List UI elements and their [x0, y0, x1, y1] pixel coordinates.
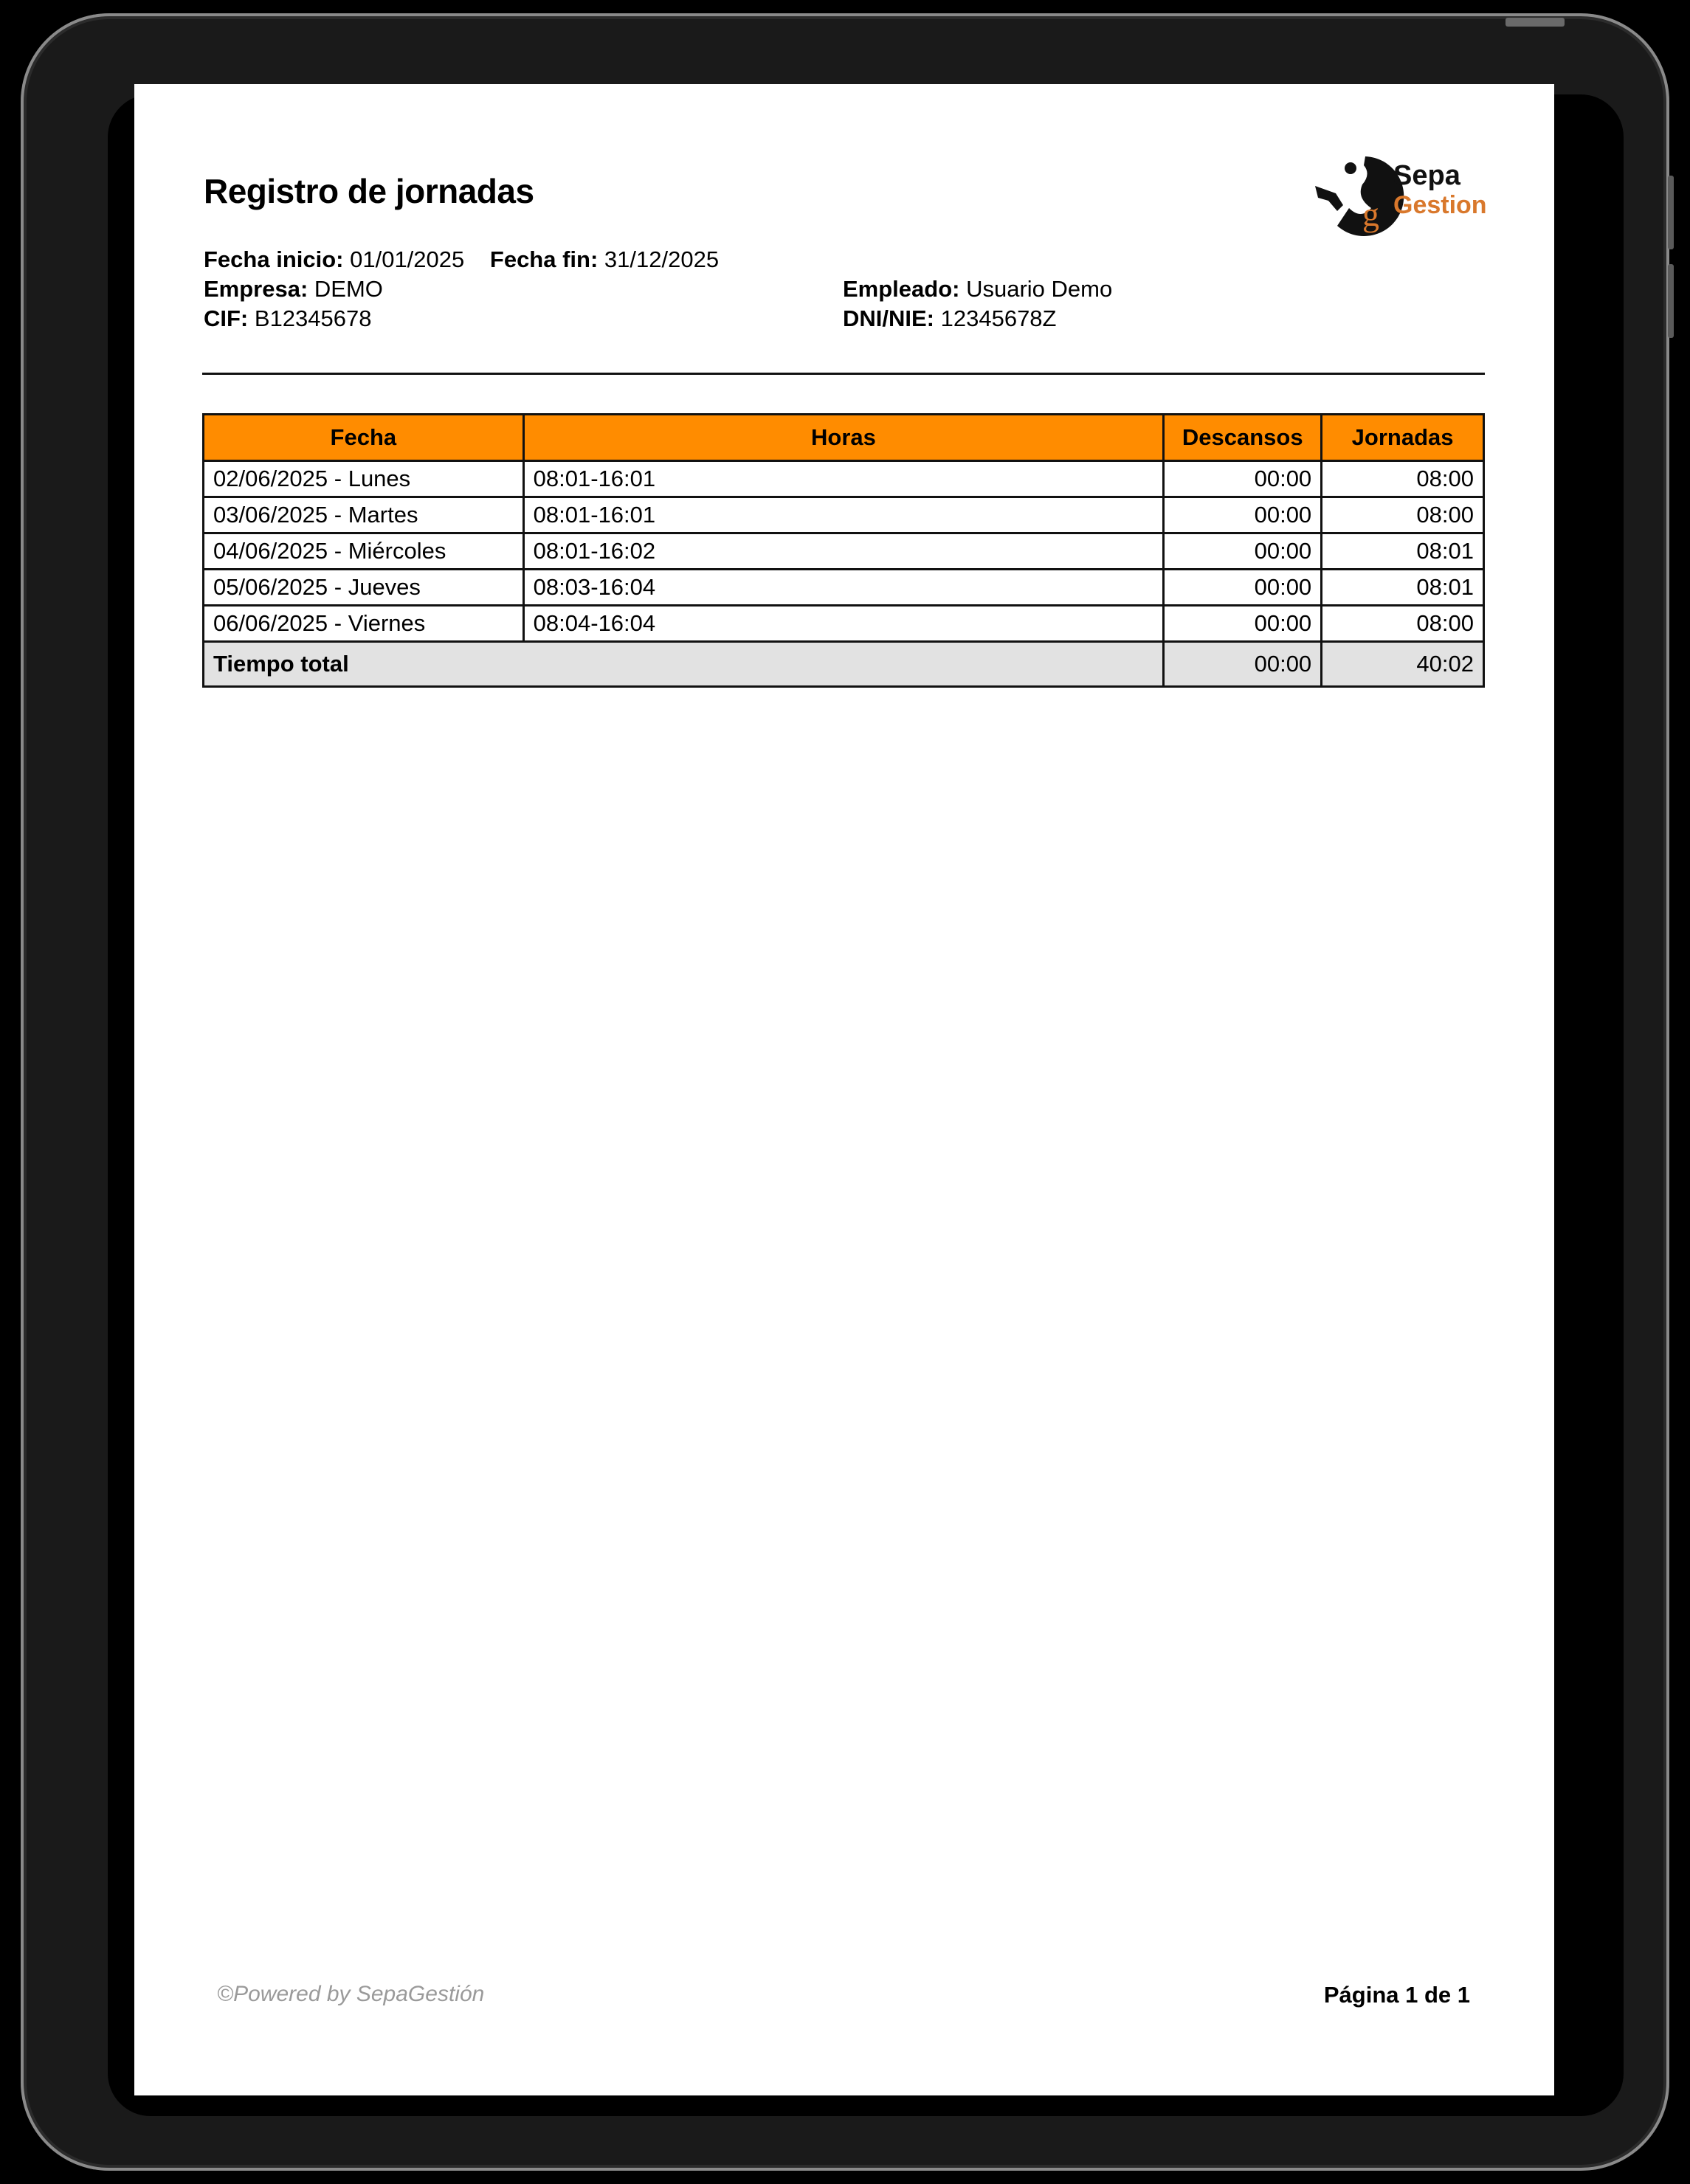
table-row — [204, 606, 1484, 642]
volume-down-button — [1668, 264, 1674, 338]
page-title: Registro de jornadas — [204, 172, 534, 210]
fecha-fin-value: 31/12/2025 — [604, 246, 720, 272]
table-row — [204, 570, 1484, 606]
svg-text:g: g — [1362, 196, 1379, 233]
cell-horas: 08:01-16:01 — [523, 497, 1164, 533]
logo-text-gestion: Gestion — [1393, 191, 1487, 219]
cell-fecha: 06/06/2025 - Viernes — [204, 606, 524, 642]
cell-fecha: 02/06/2025 - Lunes — [204, 461, 524, 497]
cell-descansos: 00:00 — [1164, 533, 1322, 570]
cell-fecha: 03/06/2025 - Martes — [204, 497, 524, 533]
column-header-descansos: Descansos — [1164, 415, 1322, 461]
cell-horas: 08:01-16:02 — [523, 533, 1164, 570]
cif-value: B12345678 — [254, 305, 372, 331]
cell-descansos: 00:00 — [1164, 606, 1322, 642]
empresa-line — [204, 274, 719, 304]
total-jornadas: 40:02 — [1322, 642, 1484, 687]
power-button — [1506, 18, 1565, 27]
fecha-fin-label: Fecha fin: — [489, 246, 599, 272]
cell-descansos: 00:00 — [1164, 497, 1322, 533]
date-range-line — [204, 245, 719, 274]
cell-jornadas: 08:01 — [1322, 570, 1484, 606]
report-meta-right — [843, 274, 1112, 334]
jornadas-table — [202, 413, 1485, 688]
dni-line — [843, 304, 1112, 334]
cell-horas: 08:04-16:04 — [523, 606, 1164, 642]
cell-jornadas: 08:00 — [1322, 497, 1484, 533]
cell-horas: 08:03-16:04 — [523, 570, 1164, 606]
empleado-value: Usuario Demo — [966, 276, 1113, 302]
table-row — [204, 461, 1484, 497]
volume-up-button — [1668, 176, 1674, 249]
column-header-horas: Horas — [523, 415, 1164, 461]
logo-text-sepa: Sepa — [1393, 160, 1460, 191]
empresa-label: Empresa: — [204, 276, 308, 302]
cell-descansos: 00:00 — [1164, 570, 1322, 606]
cell-jornadas: 08:00 — [1322, 606, 1484, 642]
column-header-jornadas: Jornadas — [1322, 415, 1484, 461]
cell-jornadas: 08:01 — [1322, 533, 1484, 570]
fecha-inicio-label: Fecha inicio: — [204, 246, 344, 272]
cell-descansos: 00:00 — [1164, 461, 1322, 497]
column-header-fecha: Fecha — [204, 415, 524, 461]
table-row — [204, 533, 1484, 570]
cell-horas: 08:01-16:01 — [523, 461, 1164, 497]
table-row — [204, 497, 1484, 533]
cif-label: CIF: — [204, 305, 249, 331]
cell-jornadas: 08:00 — [1322, 461, 1484, 497]
empresa-value: DEMO — [314, 276, 383, 302]
empleado-label: Empleado: — [843, 276, 960, 302]
powered-by-text: ©Powered by SepaGestión — [217, 1982, 485, 2006]
page-number: Página 1 de 1 — [1323, 1982, 1470, 2008]
table-header-row — [204, 415, 1484, 461]
total-label: Tiempo total — [204, 642, 1164, 687]
cif-line — [204, 304, 719, 334]
fecha-inicio-value: 01/01/2025 — [350, 246, 465, 272]
total-row — [204, 642, 1484, 687]
report-meta-left — [204, 245, 719, 334]
empleado-line — [843, 274, 1112, 304]
logo-wordmark — [1393, 161, 1487, 220]
cell-fecha: 04/06/2025 - Miércoles — [204, 533, 524, 570]
cell-fecha: 05/06/2025 - Jueves — [204, 570, 524, 606]
document-page — [134, 84, 1554, 2095]
dni-value: 12345678Z — [940, 305, 1057, 331]
total-descansos: 00:00 — [1164, 642, 1322, 687]
header-divider — [202, 373, 1485, 375]
dni-label: DNI/NIE: — [843, 305, 934, 331]
